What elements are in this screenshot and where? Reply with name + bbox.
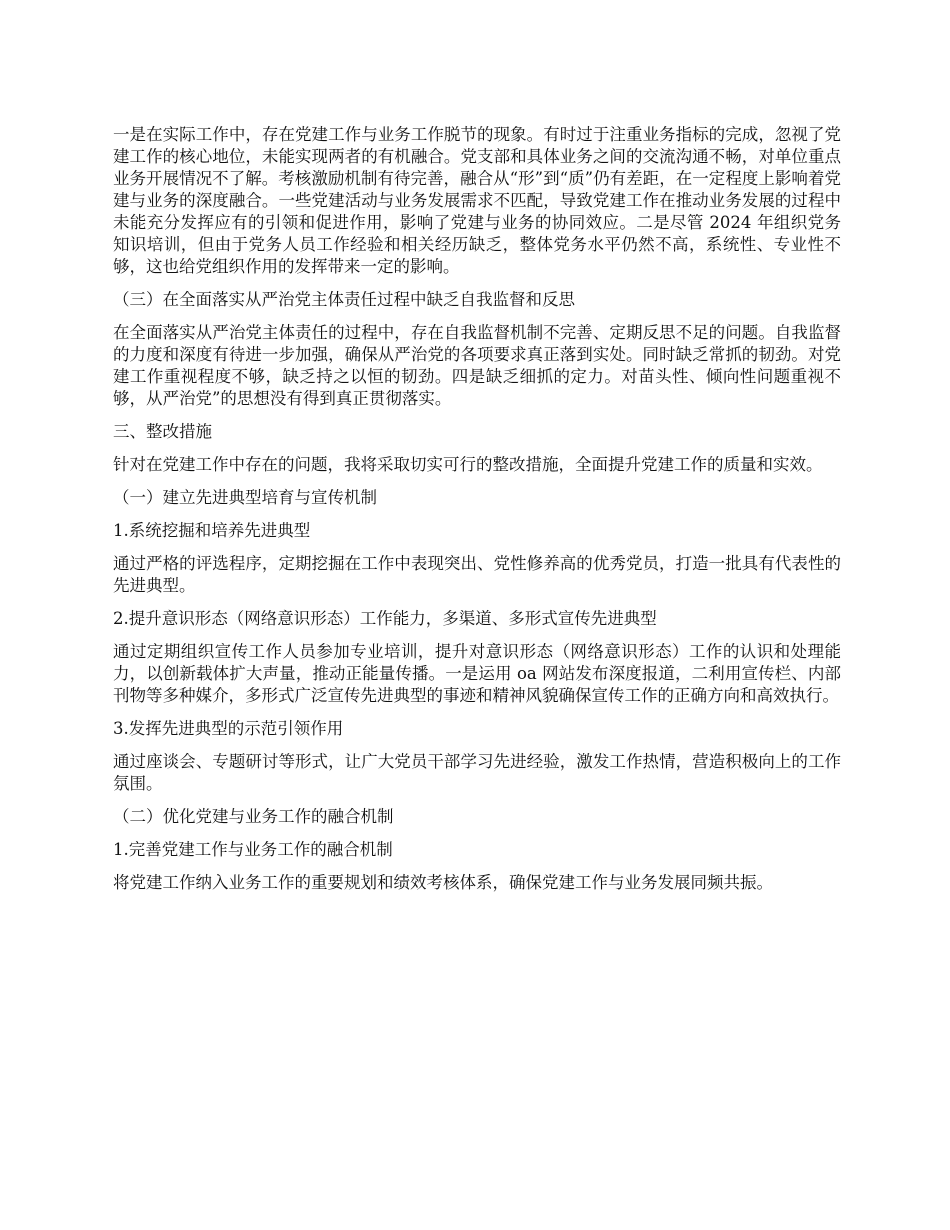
paragraph-5-ideology: 通过定期组织宣传工作人员参加专业培训，提升对意识形态（网络意识形态）工作的认识和处理能力，以创新载体扩大声量，推动正能量传播。一是运用 oa 网站发布深度报道，二利用宣传栏、内部刊物等多种媒介，多形式广泛宣传先进典型的事迹和精神风貌确保宣传工作的正确方向和高效执行。 bbox=[113, 642, 841, 705]
paragraph-4-discover: 通过严格的评选程序，定期挖掘在工作中表现突出、党性修养高的优秀党员，打造一批具有代表性的先进典型。 bbox=[113, 554, 841, 595]
paragraph-1-problems-integration: 一是在实际工作中，存在党建工作与业务工作脱节的现象。有时过于注重业务指标的完成，忽视了党建工作的核心地位，未能实现两者的有机融合。党支部和具体业务之间的交流沟通不畅，对单位重点业务开展情况不了解。考核激励机制有待完善，融合从“形”到“质”仍有差距，在一定程度上影响着党建与业务的深度融合。一些党建活动与业务发展需求不匹配，导致党建工作在推动业务发展的过程中未能充分发挥应有的引领和促进作用，影响了党建与业务的协同效应。二是尽管 2024 年组织党务知识培训，但由于党务人员工作经验和相关经历缺乏，整体党务水平仍然不高，系统性、专业性不够，这也给党组织作用的发挥带来一定的影响。 bbox=[113, 125, 841, 276]
heading-item-3-demonstration: 3.发挥先进典型的示范引领作用 bbox=[113, 719, 344, 738]
document-page bbox=[113, 124, 841, 905]
paragraph-7-integration: 将党建工作纳入业务工作的重要规划和绩效考核体系，确保党建工作与业务发展同频共振。 bbox=[113, 873, 773, 892]
paragraph-2-supervision: 在全面落实从严治党主体责任的过程中，存在自我监督机制不完善、定期反思不足的问题。自我监督的力度和深度有待进一步加强，确保从严治党的各项要求真正落到实处。同时缺乏常抓的韧劲。对党建工作重视程度不够，缺乏持之以恒的韧劲。四是缺乏细抓的定力。对苗头性、倾向性问题重视不够，从严治党”的思想没有得到真正贯彻落实。 bbox=[113, 323, 841, 408]
heading-subsection-2-integration: （二）优化党建与业务工作的融合机制 bbox=[113, 807, 394, 826]
heading-item-1-integration: 1.完善党建工作与业务工作的融合机制 bbox=[113, 840, 393, 859]
heading-section-3-supervision: （三）在全面落实从严治党主体责任过程中缺乏自我监督和反思 bbox=[113, 290, 575, 309]
heading-item-1-discover: 1.系统挖掘和培养先进典型 bbox=[113, 521, 311, 540]
paragraph-6-demonstration: 通过座谈会、专题研讨等形式，让广大党员干部学习先进经验，激发工作热情，营造积极向上的工作氛围。 bbox=[113, 752, 841, 793]
paragraph-3-measures-intro: 针对在党建工作中存在的问题，我将采取切实可行的整改措施，全面提升党建工作的质量和实效。 bbox=[113, 455, 823, 474]
heading-subsection-1-models: （一）建立先进典型培育与宣传机制 bbox=[113, 488, 377, 507]
heading-item-2-ideology: 2.提升意识形态（网络意识形态）工作能力，多渠道、多形式宣传先进典型 bbox=[113, 609, 657, 628]
heading-rectification-measures: 三、整改措施 bbox=[113, 422, 212, 441]
